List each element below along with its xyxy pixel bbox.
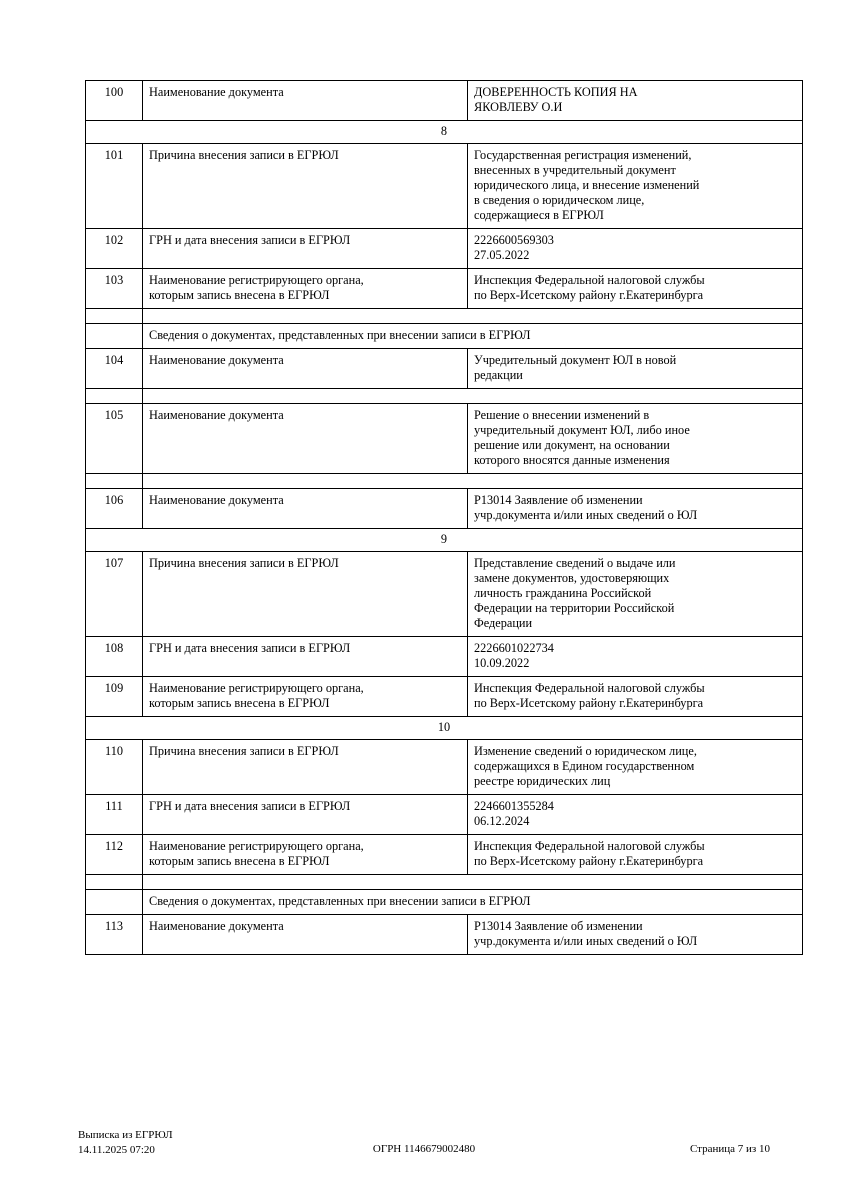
- spacer-num-cell: [86, 389, 143, 404]
- row-value-line: Инспекция Федеральной налоговой службы: [474, 681, 705, 695]
- row-label: ГРН и дата внесения записи в ЕГРЮЛ: [143, 229, 468, 269]
- row-value-line: 2226601022734: [474, 641, 554, 655]
- row-label: [143, 269, 468, 309]
- table-row: [86, 269, 803, 309]
- row-value-line: которого вносятся данные изменения: [474, 453, 670, 467]
- table-row: [86, 404, 803, 474]
- footer-timestamp: 14.11.2025 07:20: [78, 1143, 155, 1156]
- row-value-line: учр.документа и/или иных сведений о ЮЛ: [474, 934, 698, 948]
- row-label-line: которым запись внесена в ЕГРЮЛ: [149, 696, 330, 710]
- section-title: 10: [86, 717, 803, 740]
- row-label: Наименование документа: [143, 349, 468, 389]
- row-value-line: Федерации: [474, 616, 533, 630]
- row-label-line: Наименование регистрирующего органа,: [149, 681, 364, 695]
- table-row: [86, 552, 803, 637]
- table-row: [86, 915, 803, 955]
- row-number: 102: [86, 229, 143, 269]
- row-value-line: по Верх-Исетскому району г.Екатеринбурга: [474, 696, 704, 710]
- table-row: [86, 81, 803, 121]
- row-label: Наименование документа: [143, 404, 468, 474]
- spacer-body-cell: [143, 474, 803, 489]
- row-value: [468, 489, 803, 529]
- row-label-line: Наименование регистрирующего органа,: [149, 273, 364, 287]
- row-value-line: ДОВЕРЕННОСТЬ КОПИЯ НА: [474, 85, 638, 99]
- row-label-line: которым запись внесена в ЕГРЮЛ: [149, 288, 330, 302]
- footer-page-number: Страница 7 из 10: [689, 1143, 770, 1155]
- row-value-line: содержащиеся в ЕГРЮЛ: [474, 208, 604, 222]
- table-row: [86, 489, 803, 529]
- documents-header-title: Сведения о документах, представленных при внесении записи в ЕГРЮЛ: [143, 890, 803, 915]
- row-value: [468, 552, 803, 637]
- row-value: [468, 229, 803, 269]
- row-number: 113: [86, 915, 143, 955]
- row-value: [468, 81, 803, 121]
- table-section-row: [86, 717, 803, 740]
- table-spacer-row: [86, 389, 803, 404]
- row-value: [468, 740, 803, 795]
- row-value-line: учр.документа и/или иных сведений о ЮЛ: [474, 508, 698, 522]
- footer-ogrn: ОГРН 1146679002480: [372, 1143, 476, 1155]
- row-value-line: 06.12.2024: [474, 814, 530, 828]
- row-number: 107: [86, 552, 143, 637]
- row-value-line: Государственная регистрация изменений,: [474, 148, 692, 162]
- row-label-line: которым запись внесена в ЕГРЮЛ: [149, 854, 330, 868]
- table-spacer-row: [86, 875, 803, 890]
- row-number: 106: [86, 489, 143, 529]
- row-value-line: внесенных в учредительный документ: [474, 163, 676, 177]
- row-value-line: Инспекция Федеральной налоговой службы: [474, 839, 705, 853]
- row-number: 101: [86, 144, 143, 229]
- row-value-line: 2226600569303: [474, 233, 554, 247]
- table-section-row: [86, 121, 803, 144]
- spacer-body-cell: [143, 875, 803, 890]
- row-number: 104: [86, 349, 143, 389]
- table-row: [86, 229, 803, 269]
- row-number: 111: [86, 795, 143, 835]
- table-spacer-row: [86, 309, 803, 324]
- spacer-body-cell: [143, 309, 803, 324]
- row-label: Наименование документа: [143, 81, 468, 121]
- row-value: [468, 144, 803, 229]
- table-row: [86, 795, 803, 835]
- row-value-line: Представление сведений о выдаче или: [474, 556, 676, 570]
- spacer-body-cell: [143, 389, 803, 404]
- table-row: [86, 144, 803, 229]
- table-row: [86, 637, 803, 677]
- row-value-line: решение или документ, на основании: [474, 438, 670, 452]
- table-row: [86, 349, 803, 389]
- row-value-line: реестре юридических лиц: [474, 774, 611, 788]
- table-row: [86, 835, 803, 875]
- row-number: 103: [86, 269, 143, 309]
- table-body: [86, 81, 803, 955]
- row-number: 100: [86, 81, 143, 121]
- documents-header-num-cell: [86, 324, 143, 349]
- row-label: ГРН и дата внесения записи в ЕГРЮЛ: [143, 795, 468, 835]
- row-value-line: юридического лица, и внесение изменений: [474, 178, 700, 192]
- row-value-line: Федерации на территории Российской: [474, 601, 675, 615]
- table-row: [86, 740, 803, 795]
- row-value-line: Р13014 Заявление об изменении: [474, 493, 643, 507]
- spacer-num-cell: [86, 875, 143, 890]
- row-value-line: Решение о внесении изменений в: [474, 408, 650, 422]
- row-value-line: в сведения о юридическом лице,: [474, 193, 645, 207]
- row-value-line: 10.09.2022: [474, 656, 530, 670]
- row-value: [468, 349, 803, 389]
- row-value-line: Изменение сведений о юридическом лице,: [474, 744, 697, 758]
- row-value: [468, 677, 803, 717]
- row-number: 108: [86, 637, 143, 677]
- row-label: Причина внесения записи в ЕГРЮЛ: [143, 740, 468, 795]
- row-value-line: редакции: [474, 368, 523, 382]
- section-title: 8: [86, 121, 803, 144]
- row-value-line: замене документов, удостоверяющих: [474, 571, 670, 585]
- row-label-line: Наименование регистрирующего органа,: [149, 839, 364, 853]
- row-value-line: Учредительный документ ЮЛ в новой: [474, 353, 677, 367]
- row-value-line: Инспекция Федеральной налоговой службы: [474, 273, 705, 287]
- row-value-line: Р13014 Заявление об изменении: [474, 919, 643, 933]
- row-value-line: по Верх-Исетскому району г.Екатеринбурга: [474, 854, 704, 868]
- row-value: [468, 835, 803, 875]
- row-label: [143, 677, 468, 717]
- row-value: [468, 637, 803, 677]
- row-label: Причина внесения записи в ЕГРЮЛ: [143, 144, 468, 229]
- table-row: [86, 677, 803, 717]
- section-title: 9: [86, 529, 803, 552]
- row-value-line: 2246601355284: [474, 799, 554, 813]
- row-value-line: учредительный документ ЮЛ, либо иное: [474, 423, 690, 437]
- row-value: [468, 404, 803, 474]
- row-value: [468, 269, 803, 309]
- row-number: 112: [86, 835, 143, 875]
- row-label: [143, 835, 468, 875]
- row-number: 105: [86, 404, 143, 474]
- row-value-line: личность гражданина Российской: [474, 586, 652, 600]
- row-value-line: содержащихся в Едином государственном: [474, 759, 695, 773]
- footer-document-title: Выписка из ЕГРЮЛ: [78, 1129, 173, 1141]
- spacer-num-cell: [86, 474, 143, 489]
- row-label: Причина внесения записи в ЕГРЮЛ: [143, 552, 468, 637]
- row-number: 110: [86, 740, 143, 795]
- page-footer: [0, 1128, 848, 1168]
- row-label: Наименование документа: [143, 489, 468, 529]
- row-label: Наименование документа: [143, 915, 468, 955]
- row-value: [468, 915, 803, 955]
- documents-header-row: [86, 890, 803, 915]
- documents-header-num-cell: [86, 890, 143, 915]
- row-value-line: 27.05.2022: [474, 248, 530, 262]
- row-number: 109: [86, 677, 143, 717]
- row-label: ГРН и дата внесения записи в ЕГРЮЛ: [143, 637, 468, 677]
- row-value-line: по Верх-Исетскому району г.Екатеринбурга: [474, 288, 704, 302]
- row-value: [468, 795, 803, 835]
- documents-header-row: [86, 324, 803, 349]
- row-value-line: ЯКОВЛЕВУ О.И: [474, 100, 563, 114]
- table-spacer-row: [86, 474, 803, 489]
- egrul-records-table: [85, 80, 803, 955]
- table-section-row: [86, 529, 803, 552]
- documents-header-title: Сведения о документах, представленных при внесении записи в ЕГРЮЛ: [143, 324, 803, 349]
- spacer-num-cell: [86, 309, 143, 324]
